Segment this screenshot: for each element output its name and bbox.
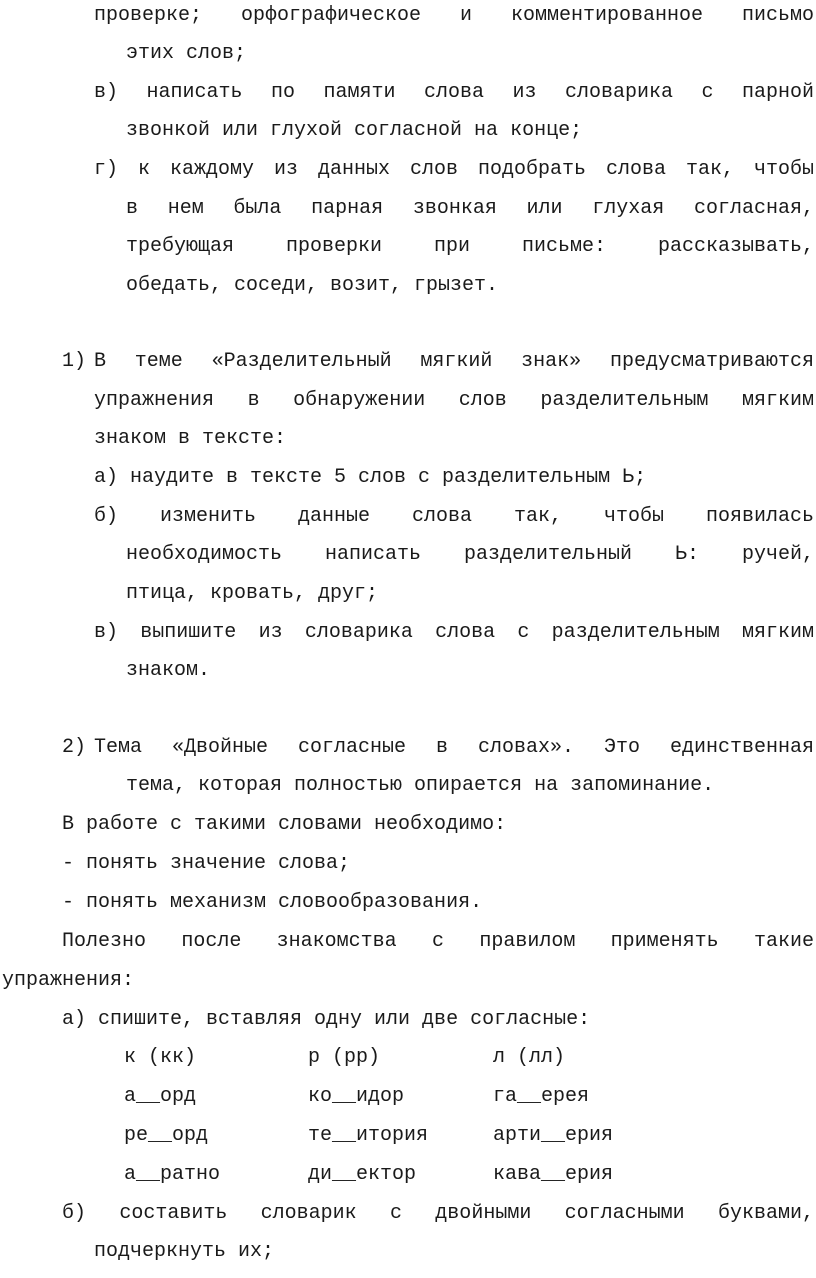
- text-line: этих слов;: [126, 42, 247, 65]
- text-line: знаком в тексте:: [94, 427, 287, 450]
- text-line: необходимость написать разделительный Ь: ручей,: [126, 543, 814, 566]
- table-cell: кава__ерия: [493, 1163, 614, 1186]
- table-cell: арти__ерия: [493, 1124, 614, 1147]
- table-cell: ко__идор: [308, 1085, 405, 1108]
- text-line: в) выпишите из словарика слова с разделительным мягким: [94, 621, 814, 644]
- table-cell: га__ерея: [493, 1085, 590, 1108]
- table-cell: ре__орд: [124, 1124, 209, 1147]
- table-header: к (кк): [124, 1046, 197, 1069]
- text-line: а) наудите в тексте 5 слов с разделительным Ь;: [94, 466, 647, 489]
- text-line: обедать, соседи, возит, грызет.: [126, 274, 499, 297]
- table-header: л (лл): [493, 1046, 566, 1069]
- text-line: звонкой или глухой согласной на конце;: [126, 119, 583, 142]
- text-line: В работе с такими словами необходимо:: [62, 813, 507, 836]
- text-line: б) изменить данные слова так, чтобы появилась: [94, 505, 814, 528]
- table-cell: а__орд: [124, 1085, 197, 1108]
- text-line: в нем была парная звонкая или глухая согласная,: [126, 197, 814, 220]
- table-cell: ди__ектор: [308, 1163, 417, 1186]
- list-number: 1): [62, 350, 87, 373]
- text-line: в) написать по памяти слова из словарика с парной: [94, 81, 814, 104]
- text-line: упражнения в обнаружении слов разделительным мягким: [94, 389, 814, 412]
- bullet-item: - понять значение слова;: [62, 852, 351, 875]
- text-line: тема, которая полностью опирается на запоминание.: [126, 774, 715, 797]
- text-line: проверке; орфографическое и комментированное письмо: [94, 4, 814, 27]
- text-line: знаком.: [126, 659, 211, 682]
- text-line: требующая проверки при письме: рассказывать,: [126, 235, 814, 258]
- text-line: подчеркнуть их;: [94, 1240, 275, 1263]
- text-line: птица, кровать, друг;: [126, 582, 379, 605]
- text-line: упражнения:: [2, 969, 135, 992]
- text-line: б) составить словарик с двойными согласными буквами,: [62, 1202, 814, 1225]
- table-cell: а__ратно: [124, 1163, 221, 1186]
- text-line: а) спишите, вставляя одну или две согласные:: [62, 1008, 591, 1031]
- text-line: г) к каждому из данных слов подобрать слова так, чтобы: [94, 158, 814, 181]
- text-line: Тема «Двойные согласные в словах». Это единственная: [94, 736, 814, 759]
- bullet-item: - понять механизм словообразования.: [62, 891, 483, 914]
- text-line: В теме «Разделительный мягкий знак» предусматриваются: [94, 350, 814, 373]
- list-number: 2): [62, 736, 87, 759]
- table-cell: те__итория: [308, 1124, 429, 1147]
- table-header: р (рр): [308, 1046, 381, 1069]
- text-line: Полезно после знакомства с правилом применять такие: [62, 930, 814, 953]
